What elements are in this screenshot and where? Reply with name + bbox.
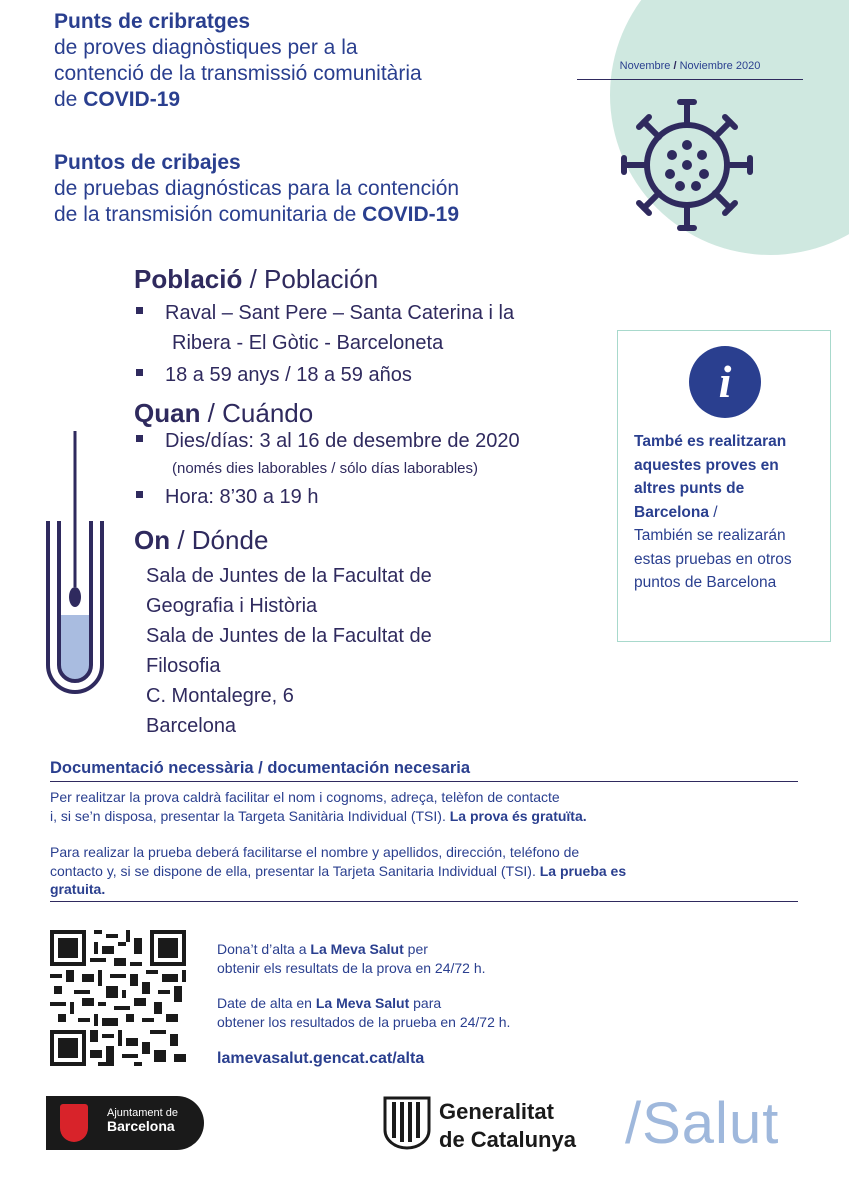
quan-days: Dies/días: 3 al 16 de desembre de 2020 — [136, 426, 520, 456]
location-line: Geografia i Història — [146, 595, 318, 617]
date-rule — [577, 79, 803, 80]
quan-days-note: (només dies laborables / sólo días laborables) — [172, 460, 478, 477]
section-quan-heading: Quan / Cuándo — [134, 398, 314, 428]
documentation-bottom-rule — [50, 901, 798, 902]
qr-code[interactable] — [50, 930, 186, 1066]
title-es-line2: de pruebas diagnósticas para la contención — [54, 177, 460, 200]
ajuntament-barcelona-text: Ajuntament de Barcelona — [107, 1107, 178, 1134]
title-ca-line3: contenció de la transmissió comunitària — [54, 62, 422, 85]
location-line: Sala de Juntes de la Facultat de — [146, 565, 432, 587]
date-label: Novembre / Noviembre 2020 — [619, 60, 761, 72]
location-line: Sala de Juntes de la Facultat de — [146, 625, 432, 647]
virus-icon — [612, 90, 762, 240]
generalitat-text: Generalitat de Catalunya — [439, 1099, 576, 1152]
title-ca-heading: Punts de cribratges — [54, 10, 251, 33]
title-ca-line2: de proves diagnòstiques per a la — [54, 36, 358, 59]
quan-hours: Hora: 8’30 a 19 h — [136, 482, 318, 512]
location-line: Barcelona — [146, 715, 237, 737]
title-es-covid: COVID-19 — [362, 203, 460, 226]
info-text: També es realitzaran aquestes proves en altres punts de Barcelona / También se realizarán estas pruebas en otros puntos de Barcelona — [634, 433, 792, 591]
title-es-line3-prefix: de la transmisión comunitaria de — [54, 203, 363, 226]
generalitat-emblem-icon — [383, 1096, 431, 1150]
title-ca-line4-prefix: de — [54, 88, 84, 111]
section-poblacio-heading: Població / Población — [134, 264, 379, 294]
poblacio-item-1: Raval – Sant Pere – Santa Caterina i la — [136, 298, 514, 328]
section-on-heading: On / Dónde — [134, 525, 269, 555]
test-tube-icon — [40, 425, 110, 695]
title-catalan — [54, 9, 594, 113]
documentation-title: Documentació necessària / documentación necesaria — [50, 759, 471, 777]
documentation-es-paragraph: Para realizar la prueba deberá facilitarse el nombre y apellidos, dirección, teléfono de contacto y, si se dispone de ella, presentar la Tarjeta Sanitaria Individual (TSI). La prueba es gratuita. — [50, 844, 627, 897]
location-line: C. Montalegre, 6 — [146, 685, 294, 707]
salut-logo-text: /Salut — [625, 1091, 780, 1156]
documentation-rule — [50, 781, 798, 782]
title-spanish — [54, 150, 594, 228]
poblacio-item-1-cont: Ribera - El Gòtic - Barceloneta — [172, 332, 444, 354]
info-icon: i — [689, 346, 761, 418]
title-ca-covid: COVID-19 — [83, 88, 181, 111]
documentation-ca-paragraph: Per realitzar la prova caldrà facilitar el nom i cognoms, adreça, telèfon de contacte i, si se’n disposa, presentar la Targeta Sanitària Individual (TSI). La prova és gratuïta. — [50, 789, 587, 824]
title-es-heading: Puntos de cribajes — [54, 151, 241, 174]
signup-link[interactable]: lamevasalut.gencat.cat/alta — [217, 1050, 425, 1067]
poblacio-item-2: 18 a 59 anys / 18 a 59 años — [136, 360, 412, 390]
barcelona-shield-icon — [60, 1104, 88, 1142]
signup-ca-text: Dona’t d’alta a La Meva Salut per obtenir els resultats de la prova en 24/72 h. — [217, 941, 486, 976]
location-line: Filosofia — [146, 655, 221, 677]
signup-es-text: Date de alta en La Meva Salut para obtener los resultados de la prueba en 24/72 h. — [217, 995, 511, 1030]
